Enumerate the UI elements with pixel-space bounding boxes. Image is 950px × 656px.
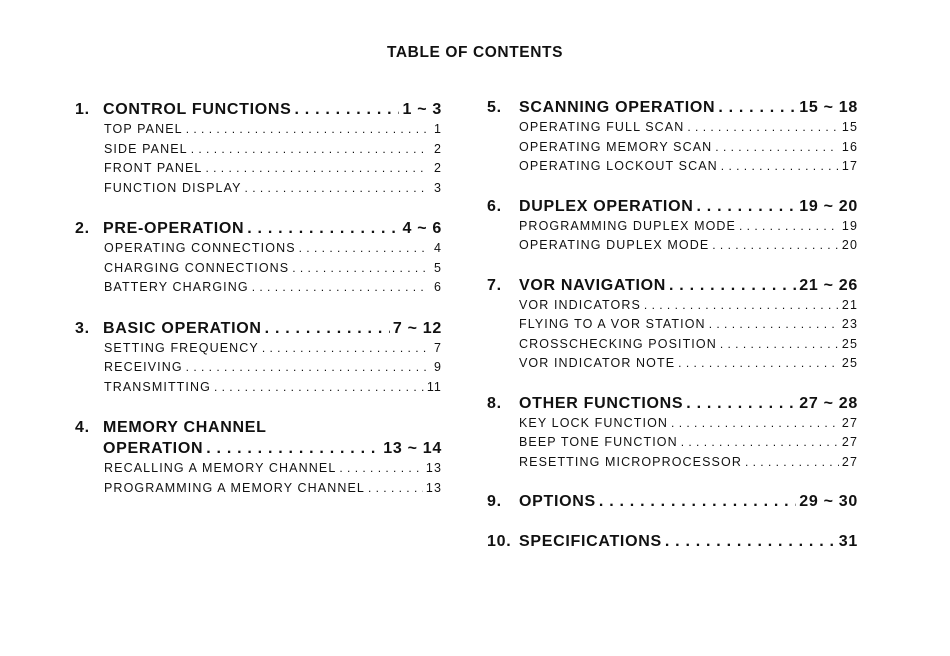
item-page: 6 <box>433 280 442 294</box>
dot-leader <box>739 217 839 237</box>
section-number: 8. <box>487 394 502 412</box>
toc-item[interactable] <box>487 315 858 335</box>
subsection-list <box>75 459 442 498</box>
dot-leader <box>214 378 424 398</box>
dot-leader <box>696 196 796 217</box>
section-heading[interactable] <box>75 438 442 459</box>
section-title: DUPLEX OPERATION <box>519 197 694 215</box>
item-page: 13 <box>425 461 442 475</box>
toc-item[interactable] <box>75 120 442 140</box>
section-pages: 19 ~ 20 <box>799 197 858 215</box>
subsection-list <box>75 120 442 198</box>
toc-section-1 <box>75 99 442 198</box>
section-heading[interactable] <box>487 196 858 217</box>
item-title: SIDE PANEL <box>104 141 188 156</box>
item-page: 16 <box>841 139 858 154</box>
item-page: 27 <box>841 415 858 430</box>
subsection-list <box>487 296 858 374</box>
section-gap <box>75 298 442 318</box>
toc-item[interactable] <box>487 118 858 138</box>
item-title: TOP PANEL <box>104 122 183 136</box>
toc-item[interactable] <box>487 335 858 355</box>
dot-leader <box>715 138 839 158</box>
toc-item[interactable] <box>75 378 442 398</box>
section-pages: 27 ~ 28 <box>799 394 858 412</box>
item-page: 2 <box>433 141 442 156</box>
section-gap <box>487 512 858 531</box>
toc-item[interactable] <box>487 157 858 177</box>
page-title: TABLE OF CONTENTS <box>386 44 564 61</box>
section-title: CONTROL FUNCTIONS <box>103 101 292 118</box>
section-gap <box>75 198 442 218</box>
dot-leader <box>186 358 427 378</box>
item-title: VOR INDICATOR NOTE <box>519 356 676 370</box>
dot-leader <box>712 236 839 256</box>
toc-item[interactable] <box>487 138 858 158</box>
toc-item[interactable] <box>75 339 442 359</box>
section-heading[interactable] <box>487 393 858 414</box>
dot-leader <box>295 99 400 120</box>
dot-leader <box>718 97 796 118</box>
item-page: 25 <box>841 336 858 351</box>
section-gap <box>487 374 858 393</box>
item-title: CROSSCHECKING POSITION <box>519 336 717 351</box>
item-title: CHARGING CONNECTIONS <box>104 260 290 275</box>
section-heading[interactable] <box>487 97 858 118</box>
item-page: 9 <box>433 360 442 374</box>
toc-section-9 <box>487 491 858 512</box>
section-number: 7. <box>487 276 502 294</box>
item-title: OPERATING LOCKOUT SCAN <box>519 159 718 173</box>
item-title: BATTERY CHARGING <box>104 280 249 294</box>
item-page: 13 <box>425 480 442 495</box>
item-page: 21 <box>841 297 858 312</box>
toc-item[interactable] <box>75 358 442 378</box>
section-heading-line1[interactable] <box>75 417 442 438</box>
toc-section-7 <box>487 275 858 374</box>
item-page: 4 <box>433 241 442 255</box>
toc-right-column <box>487 97 858 552</box>
section-heading[interactable] <box>75 318 442 339</box>
subsection-list <box>75 239 442 298</box>
item-title: TRANSMITTING <box>104 379 211 394</box>
dot-leader <box>247 218 399 239</box>
item-title: OPERATING DUPLEX MODE <box>519 238 710 252</box>
section-number: 3. <box>75 319 90 337</box>
item-page: 5 <box>433 260 442 275</box>
section-gap <box>487 256 858 275</box>
item-title: RECEIVING <box>104 360 183 374</box>
section-pages: 4 ~ 6 <box>402 220 442 237</box>
item-title: FLYING TO A VOR STATION <box>519 317 706 331</box>
dot-leader <box>721 157 839 177</box>
dot-leader <box>339 459 423 479</box>
toc-item[interactable] <box>487 433 858 453</box>
item-page: 17 <box>841 159 858 173</box>
dot-leader <box>368 479 423 499</box>
toc-item[interactable] <box>75 278 442 298</box>
section-number: 4. <box>75 419 90 436</box>
toc-section-3 <box>75 318 442 398</box>
toc-item[interactable] <box>487 414 858 434</box>
subsection-list <box>487 217 858 256</box>
item-page: 11 <box>426 379 442 394</box>
item-title: VOR INDICATORS <box>519 297 641 312</box>
item-title: OPERATING CONNECTIONS <box>104 241 296 255</box>
item-page: 25 <box>841 356 858 370</box>
toc-section-6 <box>487 196 858 256</box>
item-title: RESETTING MICROPROCESSOR <box>519 454 742 469</box>
dot-leader <box>720 335 839 355</box>
section-pages: 7 ~ 12 <box>392 319 442 337</box>
item-title: FRONT PANEL <box>104 161 203 175</box>
dot-leader <box>265 318 390 339</box>
section-pages: 21 ~ 26 <box>799 276 858 294</box>
section-pages: 15 ~ 18 <box>799 99 858 116</box>
toc-item[interactable] <box>75 179 442 199</box>
section-pages: 31 <box>838 533 858 550</box>
section-title-line1: MEMORY CHANNEL <box>103 419 267 436</box>
item-title: PROGRAMMING DUPLEX MODE <box>519 218 736 233</box>
dot-leader <box>669 275 796 296</box>
section-heading[interactable] <box>75 99 442 120</box>
dot-leader <box>262 339 427 359</box>
toc-section-5 <box>487 97 858 177</box>
dot-leader <box>686 393 796 414</box>
section-heading[interactable] <box>487 491 858 512</box>
section-pages: 29 ~ 30 <box>799 493 858 510</box>
dot-leader <box>644 296 839 316</box>
item-page: 19 <box>841 218 858 233</box>
toc-section-8 <box>487 393 858 473</box>
item-page: 3 <box>433 180 442 195</box>
item-title: FUNCTION DISPLAY <box>104 180 242 195</box>
dot-leader <box>292 259 427 279</box>
dot-leader <box>678 354 839 374</box>
item-title: BEEP TONE FUNCTION <box>519 435 678 449</box>
dot-leader <box>671 414 839 434</box>
item-page: 15 <box>841 120 858 134</box>
toc-item[interactable] <box>75 159 442 179</box>
section-pages: 13 ~ 14 <box>383 440 442 457</box>
item-page: 27 <box>841 435 858 449</box>
section-title: SCANNING OPERATION <box>519 99 716 116</box>
section-gap <box>75 397 442 417</box>
section-number: 1. <box>75 101 90 118</box>
dot-leader <box>665 531 836 552</box>
toc-item[interactable] <box>75 140 442 160</box>
item-page: 7 <box>433 340 442 355</box>
section-gap <box>487 472 858 491</box>
section-number: 2. <box>75 220 90 237</box>
item-page: 27 <box>841 454 858 469</box>
toc-item[interactable] <box>75 239 442 259</box>
dot-leader <box>681 433 839 453</box>
item-page: 2 <box>433 161 442 175</box>
toc-item[interactable] <box>487 354 858 374</box>
section-number: 10. <box>487 533 512 550</box>
dot-leader <box>599 491 796 512</box>
toc-item[interactable] <box>487 236 858 256</box>
dot-leader <box>687 118 839 138</box>
item-title: RECALLING A MEMORY CHANNEL <box>104 461 337 475</box>
toc-item[interactable] <box>75 259 442 279</box>
item-page: 23 <box>841 317 858 331</box>
section-title: BASIC OPERATION <box>103 319 262 337</box>
dot-leader <box>745 453 839 473</box>
item-title: SETTING FREQUENCY <box>104 340 259 355</box>
toc-section-10 <box>487 531 858 552</box>
section-title: OTHER FUNCTIONS <box>519 394 684 412</box>
section-title: OPERATION <box>103 440 204 457</box>
dot-leader <box>245 179 427 199</box>
item-title: OPERATING MEMORY SCAN <box>519 139 713 154</box>
dot-leader <box>191 140 427 160</box>
dot-leader <box>252 278 427 298</box>
subsection-list <box>487 414 858 473</box>
subsection-list <box>487 118 858 177</box>
section-heading[interactable] <box>487 531 858 552</box>
subsection-list <box>75 339 442 398</box>
section-number: 5. <box>487 99 502 116</box>
toc-item[interactable] <box>487 217 858 237</box>
item-title: PROGRAMMING A MEMORY CHANNEL <box>104 480 365 495</box>
section-heading[interactable] <box>75 218 442 239</box>
toc-section-4 <box>75 417 442 498</box>
toc-item[interactable] <box>487 296 858 316</box>
item-page: 20 <box>841 238 858 252</box>
section-title: SPECIFICATIONS <box>519 533 662 550</box>
item-title: OPERATING FULL SCAN <box>519 120 685 134</box>
section-title: PRE-OPERATION <box>103 220 245 237</box>
dot-leader <box>205 159 427 179</box>
toc-left-column <box>75 99 442 498</box>
item-page: 1 <box>433 122 442 136</box>
section-title: VOR NAVIGATION <box>519 276 666 294</box>
section-number: 6. <box>487 197 502 215</box>
section-gap <box>487 177 858 196</box>
dot-leader <box>709 315 839 335</box>
toc-item[interactable] <box>75 459 442 479</box>
dot-leader <box>299 239 427 259</box>
toc-item[interactable] <box>487 453 858 473</box>
dot-leader <box>186 120 427 140</box>
section-heading[interactable] <box>487 275 858 296</box>
toc-section-2 <box>75 218 442 298</box>
dot-leader <box>206 438 380 459</box>
section-pages: 1 ~ 3 <box>402 101 442 118</box>
item-title: KEY LOCK FUNCTION <box>519 415 669 430</box>
section-title: OPTIONS <box>519 493 596 510</box>
section-number: 9. <box>487 493 502 510</box>
toc-item[interactable] <box>75 479 442 499</box>
